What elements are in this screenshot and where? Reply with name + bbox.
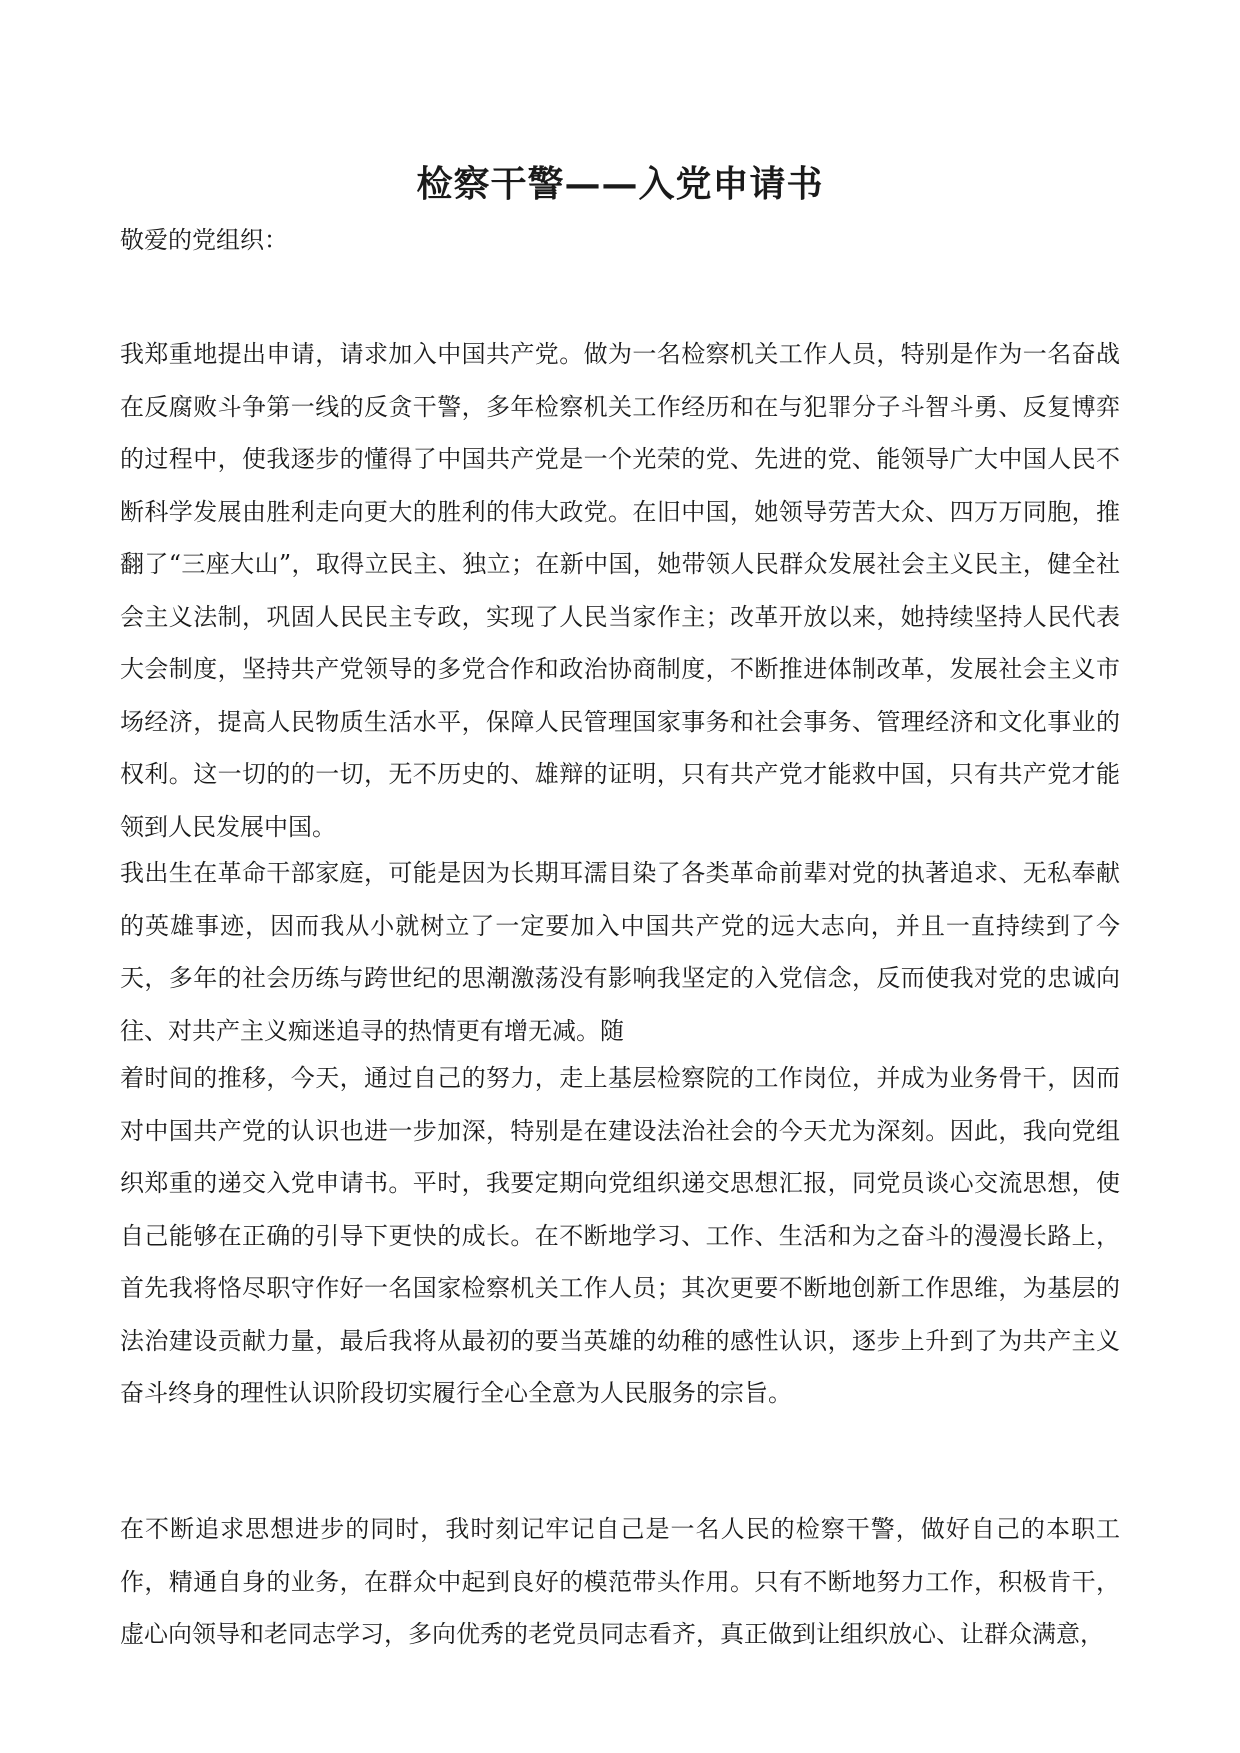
document-title: 检察干警——入党申请书: [416, 163, 824, 205]
paragraph-4: 在不断追求思想进步的同时，我时刻记牢记自己是一名人民的检察干警，做好自己的本职工作，精通自身的业务，在群众中起到良好的模范带头作用。只有不断地努力工作，积极肯干，虚心向领导和老同志学习，多向优秀的老党员同志看齐，真正做到让组织放心、让群众满意，: [120, 1515, 1120, 1648]
paragraph-3: 着时间的推移，今天，通过自己的努力，走上基层检察院的工作岗位，并成为业务骨干，因而对中国共产党的认识也进一步加深，特别是在建设法治社会的今天尤为深刻。因此，我向党组织郑重的递交入党申请书。平时，我要定期向党组织递交思想汇报，同党员谈心交流思想，使自己能够在正确的引导下更快的成长。在不断地学习、工作、生活和为之奋斗的漫漫长路上，首先我将恪尽职守作好一名国家检察机关工作人员；其次更要不断地创新工作思维，为基层的法治建设贡献力量，最后我将从最初的要当英雄的幼稚的感性认识，逐步上升到了为共产主义奋斗终身的理性认识阶段切实履行全心全意为人民服务的宗旨。: [120, 1064, 1120, 1407]
paragraph-1: 我郑重地提出申请，请求加入中国共产党。做为一名检察机关工作人员，特别是作为一名奋战在反腐败斗争第一线的反贪干警，多年检察机关工作经历和在与犯罪分子斗智斗勇、反复博弈的过程中，使我逐步的懂得了中国共产党是一个光荣的党、先进的党、能领导广大中国人民不断科学发展由胜利走向更大的胜利的伟大政党。在旧中国，她领导劳苦大众、四万万同胞，推翻了“三座大山”，取得立民主、独立；在新中国，她带领人民群众发展社会主义民主，健全社会主义法制，巩固人民民主专政，实现了人民当家作主；改革开放以来，她持续坚持人民代表大会制度，坚持共产党领导的多党合作和政治协商制度，不断推进体制改革，发展社会主义市场经济，提高人民物质生活水平，保障人民管理国家事务和社会事务、管理经济和文化事业的权利。这一切的的一切，无不历史的、雄辩的证明，只有共产党才能救中国，只有共产党才能领到人民发展中国。: [120, 340, 1120, 841]
salutation: 敬爱的党组织：: [120, 226, 288, 254]
paragraph-2: 我出生在革命干部家庭，可能是因为长期耳濡目染了各类革命前辈对党的执著追求、无私奉献的英雄事迹，因而我从小就树立了一定要加入中国共产党的远大志向，并且一直持续到了今天，多年的社会历练与跨世纪的思潮激荡没有影响我坚定的入党信念，反而使我对党的忠诚向往、对共产主义痴迷追寻的热情更有增无减。随: [120, 859, 1120, 1045]
